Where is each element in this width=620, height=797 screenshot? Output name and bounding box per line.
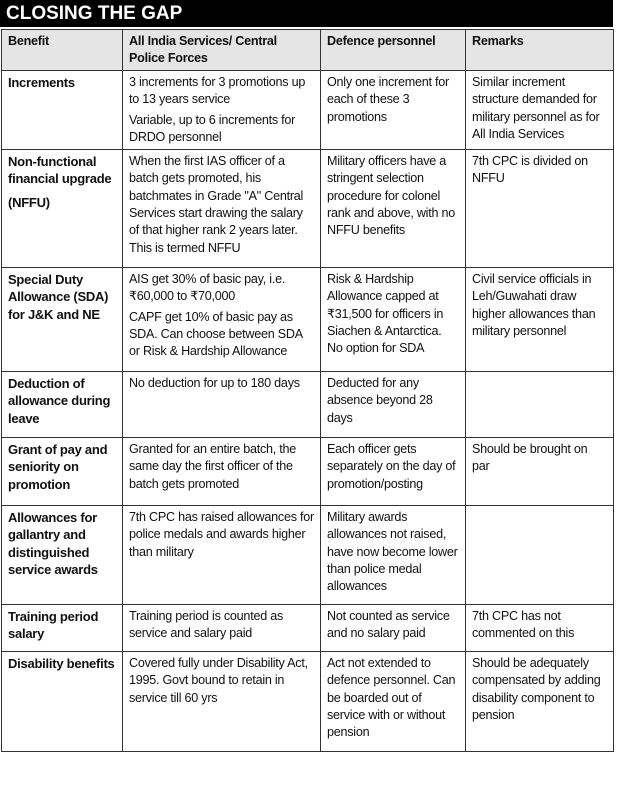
defence-text: Military officers have a stringent selection procedure for colonel rank and above, with no NFFU benefits bbox=[327, 153, 455, 238]
ais-cell bbox=[123, 505, 321, 604]
benefit-subtext: (NFFU) bbox=[8, 194, 50, 210]
remarks-cell bbox=[466, 505, 614, 604]
ais-cell bbox=[123, 371, 321, 437]
defence-cell bbox=[321, 437, 466, 505]
ais-cell bbox=[123, 149, 321, 267]
table-row bbox=[2, 437, 614, 505]
ais-text: AIS get 30% of basic pay, i.e. ₹60,000 to ₹70,000 bbox=[129, 271, 286, 304]
remarks-cell bbox=[466, 149, 614, 267]
ais-text: No deduction for up to 180 days bbox=[129, 375, 300, 390]
ais-subtext: Variable, up to 6 increments for DRDO personnel bbox=[129, 112, 296, 145]
header-benefit: Benefit bbox=[2, 30, 123, 71]
ais-cell bbox=[123, 651, 321, 751]
defence-text: Deducted for any absence beyond 28 days bbox=[327, 375, 433, 425]
defence-text: Military awards allowances not raised, have now become lower than police medal allowances bbox=[327, 509, 458, 594]
table-row bbox=[2, 604, 614, 651]
remarks-text: Should be adequately compensated by adding disability component to pension bbox=[472, 655, 601, 723]
benefit-cell bbox=[2, 437, 123, 505]
benefit-cell bbox=[2, 70, 123, 149]
header-ais: All India Services/ Central Police Forces bbox=[123, 30, 321, 71]
table-row bbox=[2, 505, 614, 604]
benefit-cell bbox=[2, 371, 123, 437]
table-row bbox=[2, 651, 614, 751]
remarks-text: Should be brought on par bbox=[472, 441, 588, 474]
benefit-text: Special Duty Allowance (SDA) for J&K and NE bbox=[8, 271, 109, 322]
benefit-text: Disability benefits bbox=[8, 655, 115, 671]
table-row bbox=[2, 267, 614, 371]
header-row bbox=[2, 30, 614, 71]
defence-text: Each officer gets separately on the day of promotion/posting bbox=[327, 441, 456, 491]
ais-cell bbox=[123, 604, 321, 651]
benefit-cell bbox=[2, 149, 123, 267]
page-title: CLOSING THE GAP bbox=[0, 0, 613, 27]
remarks-cell bbox=[466, 651, 614, 751]
benefit-cell bbox=[2, 651, 123, 751]
ais-text: Covered fully under Disability Act, 1995. Govt bound to retain in service till 60 yrs bbox=[129, 655, 308, 705]
benefit-text: Grant of pay and seniority on promotion bbox=[8, 441, 108, 492]
benefit-text: Non-functional financial upgrade bbox=[8, 153, 112, 187]
benefit-text: Increments bbox=[8, 74, 75, 90]
remarks-text: 7th CPC has not commented on this bbox=[472, 608, 575, 641]
defence-cell bbox=[321, 149, 466, 267]
ais-text: Granted for an entire batch, the same day the first officer of the batch gets promoted bbox=[129, 441, 297, 491]
ais-subtext: CAPF get 10% of basic pay as SDA. Can choose between SDA or Risk & Hardship Allowance bbox=[129, 309, 303, 359]
defence-text: Only one increment for each of these 3 promotions bbox=[327, 74, 449, 124]
benefit-cell bbox=[2, 505, 123, 604]
benefit-text: Training period salary bbox=[8, 608, 99, 642]
remarks-cell bbox=[466, 437, 614, 505]
remarks-text: 7th CPC is divided on NFFU bbox=[472, 153, 588, 186]
table-row bbox=[2, 70, 614, 149]
table-row bbox=[2, 149, 614, 267]
benefit-cell bbox=[2, 267, 123, 371]
comparison-table bbox=[1, 29, 614, 752]
header-remarks: Remarks bbox=[466, 30, 614, 71]
defence-cell bbox=[321, 651, 466, 751]
table-row bbox=[2, 371, 614, 437]
ais-text: Training period is counted as service and salary paid bbox=[129, 608, 283, 641]
defence-cell bbox=[321, 604, 466, 651]
remarks-cell bbox=[466, 371, 614, 437]
ais-text: When the first IAS officer of a batch gets promoted, his batchmates in Grade "A" Central Services start drawing the salary of that higher rank 2 years later. This is termed NFFU bbox=[129, 153, 304, 255]
ais-cell bbox=[123, 437, 321, 505]
benefit-cell bbox=[2, 604, 123, 651]
ais-cell bbox=[123, 70, 321, 149]
defence-cell bbox=[321, 70, 466, 149]
defence-cell bbox=[321, 371, 466, 437]
defence-cell bbox=[321, 505, 466, 604]
defence-text: Act not extended to defence personnel. Can be boarded out of service with or without pension bbox=[327, 655, 456, 740]
ais-text: 3 increments for 3 promotions up to 13 years service bbox=[129, 74, 306, 107]
defence-cell bbox=[321, 267, 466, 371]
remarks-text: Similar increment structure demanded for military personnel as for All India Services bbox=[472, 74, 600, 142]
header-defence: Defence personnel bbox=[321, 30, 466, 71]
ais-cell bbox=[123, 267, 321, 371]
benefit-text: Allowances for gallantry and distinguished service awards bbox=[8, 509, 98, 578]
remarks-text: Civil service officials in Leh/Guwahati draw higher allowances than military personnel bbox=[472, 271, 596, 339]
ais-text: 7th CPC has raised allowances for police medals and awards higher than military bbox=[129, 509, 314, 559]
benefit-text: Deduction of allowance during leave bbox=[8, 375, 111, 426]
remarks-cell bbox=[466, 70, 614, 149]
defence-text: Risk & Hardship Allowance capped at ₹31,500 for officers in Siachen & Antarctica. No option for SDA bbox=[327, 271, 444, 356]
defence-text: Not counted as service and no salary paid bbox=[327, 608, 450, 641]
remarks-cell bbox=[466, 267, 614, 371]
remarks-cell bbox=[466, 604, 614, 651]
